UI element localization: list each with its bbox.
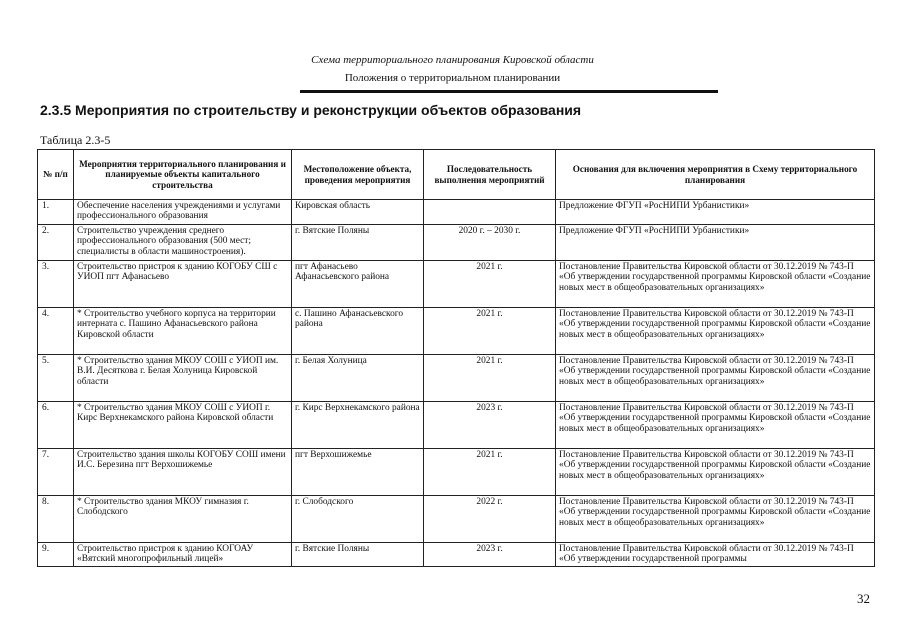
location-cell: пгт Верхошижемье xyxy=(292,449,424,496)
basis-cell: Постановление Правительства Кировской области от 30.12.2019 № 743-П «Об утверждении государственной программы Кировской области «Создание новых мест в общеобразовательных организациях» xyxy=(556,402,875,449)
header-rule xyxy=(300,90,718,93)
section-title: 2.3.5 Мероприятия по строительству и реконструкции объектов образования xyxy=(40,102,582,118)
table-row xyxy=(38,308,875,355)
row-number: 3. xyxy=(38,261,74,308)
location-cell: с. Пашино Афанасьевского района xyxy=(292,308,424,355)
sequence-cell: 2021 г. xyxy=(424,308,556,355)
page-number: 32 xyxy=(857,591,870,606)
row-number: 9. xyxy=(38,543,74,567)
document-header-subtitle: Положения о территориальном планировании xyxy=(344,72,561,84)
column-header-sequence: Последовательность выполнения мероприятий xyxy=(424,150,556,200)
activity-cell: Строительство пристроя к зданию КОГОБУ СШ с УИОП пгт Афанасьево xyxy=(74,261,292,308)
row-number: 4. xyxy=(38,308,74,355)
table-row xyxy=(38,496,875,543)
table-row xyxy=(38,261,875,308)
table-row xyxy=(38,543,875,567)
table-row xyxy=(38,200,875,225)
basis-cell: Постановление Правительства Кировской области от 30.12.2019 № 743-П «Об утверждении государственной программы Кировской области «Создание новых мест в общеобразовательных организациях» xyxy=(556,308,875,355)
basis-cell: Постановление Правительства Кировской области от 30.12.2019 № 743-П «Об утверждении государственной программы Кировской области «Создание новых мест в общеобразовательных организациях» xyxy=(556,355,875,402)
sequence-cell: 2021 г. xyxy=(424,261,556,308)
row-number: 7. xyxy=(38,449,74,496)
activity-cell: Строительство учреждения среднего профессионального образования (500 мест; специалисты в области машиностроения). xyxy=(74,225,292,261)
location-cell: г. Вятские Поляны xyxy=(292,543,424,567)
basis-cell: Предложение ФГУП «РосНИПИ Урбанистики» xyxy=(556,200,875,225)
table-label: Таблица 2.3-5 xyxy=(40,133,111,147)
activity-cell: * Строительство здания МКОУ гимназия г. Слободского xyxy=(74,496,292,543)
row-number: 2. xyxy=(38,225,74,261)
activity-cell: * Строительство учебного корпуса на территории интерната с. Пашино Афанасьевского района Кировской области xyxy=(74,308,292,355)
sequence-cell: 2022 г. xyxy=(424,496,556,543)
sequence-cell xyxy=(424,200,556,225)
activity-cell: Строительство пристроя к зданию КОГОАУ «Вятский многопрофильный лицей» xyxy=(74,543,292,567)
location-cell: г. Слободского xyxy=(292,496,424,543)
table-row xyxy=(38,225,875,261)
row-number: 8. xyxy=(38,496,74,543)
location-cell: Кировская область xyxy=(292,200,424,225)
location-cell: г. Белая Холуница xyxy=(292,355,424,402)
row-number: 5. xyxy=(38,355,74,402)
table-row xyxy=(38,355,875,402)
column-header-location: Местоположение объекта, проведения мероприятия xyxy=(292,150,424,200)
table-row xyxy=(38,449,875,496)
location-cell: пгт Афанасьево Афанасьевского района xyxy=(292,261,424,308)
activity-cell: Обеспечение населения учреждениями и услугами профессионального образования xyxy=(74,200,292,225)
basis-cell: Постановление Правительства Кировской области от 30.12.2019 № 743-П «Об утверждении государственной программы xyxy=(556,543,875,567)
row-number: 1. xyxy=(38,200,74,225)
location-cell: г. Вятские Поляны xyxy=(292,225,424,261)
document-header-title: Схема территориального планирования Кировской области xyxy=(311,54,594,66)
activity-cell: * Строительство здания МКОУ СОШ с УИОП им. В.И. Десяткова г. Белая Холуница Кировской области xyxy=(74,355,292,402)
basis-cell: Постановление Правительства Кировской области от 30.12.2019 № 743-П «Об утверждении государственной программы Кировской области «Создание новых мест в общеобразовательных организациях» xyxy=(556,261,875,308)
activity-cell: * Строительство здания МКОУ СОШ с УИОП г. Кирс Верхнекамского района Кировской области xyxy=(74,402,292,449)
basis-cell: Постановление Правительства Кировской области от 30.12.2019 № 743-П «Об утверждении государственной программы Кировской области «Создание новых мест в общеобразовательных организациях» xyxy=(556,449,875,496)
basis-cell: Предложение ФГУП «РосНИПИ Урбанистики» xyxy=(556,225,875,261)
measures-table xyxy=(37,149,875,567)
column-header-number: № п/п xyxy=(38,150,74,200)
basis-cell: Постановление Правительства Кировской области от 30.12.2019 № 743-П «Об утверждении государственной программы Кировской области «Создание новых мест в общеобразовательных организациях» xyxy=(556,496,875,543)
row-number: 6. xyxy=(38,402,74,449)
sequence-cell: 2023 г. xyxy=(424,543,556,567)
sequence-cell: 2020 г. – 2030 г. xyxy=(424,225,556,261)
table-row xyxy=(38,402,875,449)
sequence-cell: 2023 г. xyxy=(424,402,556,449)
location-cell: г. Кирс Верхнекамского района xyxy=(292,402,424,449)
column-header-basis: Основания для включения мероприятия в Схему территориального планирования xyxy=(556,150,875,200)
activity-cell: Строительство здания школы КОГОБУ СОШ имени И.С. Березина пгт Верхошижемье xyxy=(74,449,292,496)
column-header-activity: Мероприятия территориального планирования и планируемые объекты капитального строительства xyxy=(74,150,292,200)
sequence-cell: 2021 г. xyxy=(424,449,556,496)
sequence-cell: 2021 г. xyxy=(424,355,556,402)
